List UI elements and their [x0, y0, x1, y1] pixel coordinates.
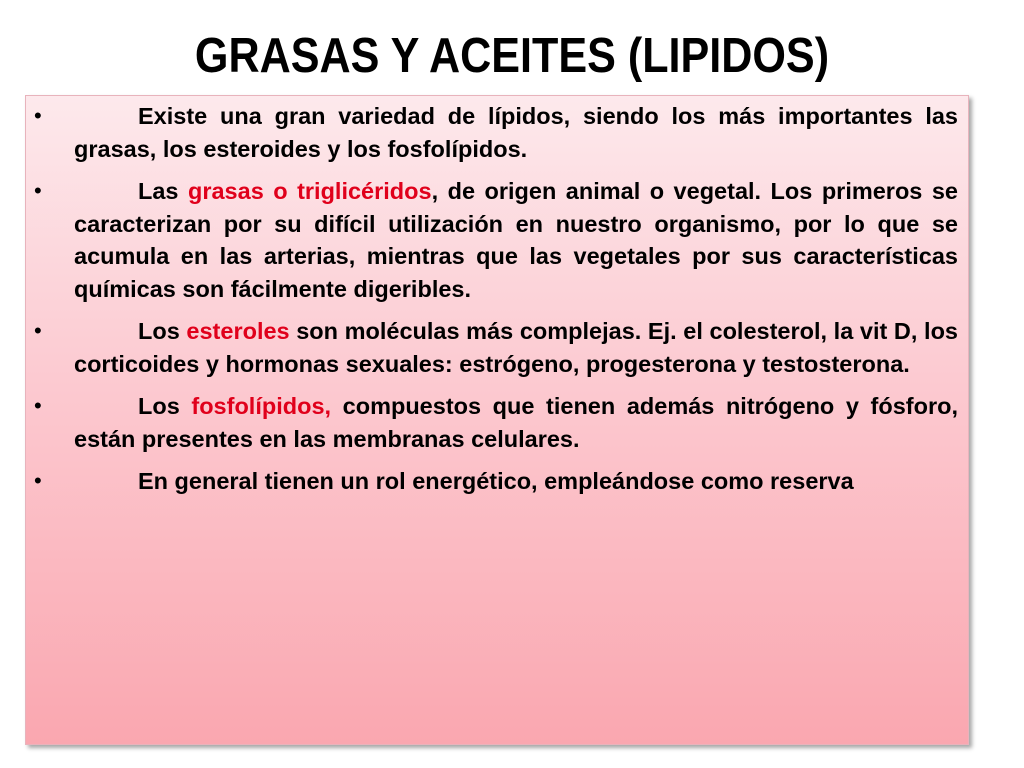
bullet-text: Existe una gran variedad de lípidos, siendo los más importantes las grasas, los esteroides y los fosfolípidos.: [74, 103, 958, 162]
bullet-item-1: [26, 100, 970, 165]
highlight-term: esteroles: [186, 318, 290, 344]
bullet-item-4: [26, 390, 970, 455]
bullet-text: En general tienen un rol energético, empleándose como reserva: [138, 468, 854, 494]
bullet-dot-icon: •: [34, 178, 42, 203]
bullet-item-3: [26, 315, 970, 380]
bullet-dot-icon: •: [34, 393, 42, 418]
bullet-text-rest: son moléculas más complejas. Ej. el colesterol, la vit D, los corticoides y hormonas sexuales: estrógeno, progesterona y testosterona.: [74, 318, 958, 377]
bullet-dot-icon: •: [34, 103, 42, 128]
bullet-text-rest: compuestos que tienen además nitrógeno y fósforo, están presentes en las membranas celulares.: [74, 393, 958, 452]
bullet-text-lead: Los: [138, 393, 192, 419]
bullet-text-lead: Los: [138, 318, 187, 344]
bullet-dot-icon: •: [34, 318, 42, 343]
bullet-dot-icon: •: [34, 468, 42, 493]
bullet-text-lead: Las: [138, 178, 188, 204]
bullet-text-rest: , de origen animal o vegetal. Los primeros se caracterizan por su difícil utilización en nuestro organismo, por lo que se acumula en las arterias, mientras que las vegetales por sus características químicas son fácilmente digeribles.: [74, 178, 959, 302]
bullet-item-5: [26, 465, 970, 498]
bullet-list: [26, 100, 970, 508]
highlight-term: fosfolípidos,: [191, 393, 332, 419]
content-box: [25, 95, 969, 745]
slide-title: GRASAS Y ACEITES (LIPIDOS): [194, 29, 830, 83]
highlight-term: grasas o triglicéridos: [187, 178, 432, 204]
bullet-item-2: [26, 175, 970, 305]
